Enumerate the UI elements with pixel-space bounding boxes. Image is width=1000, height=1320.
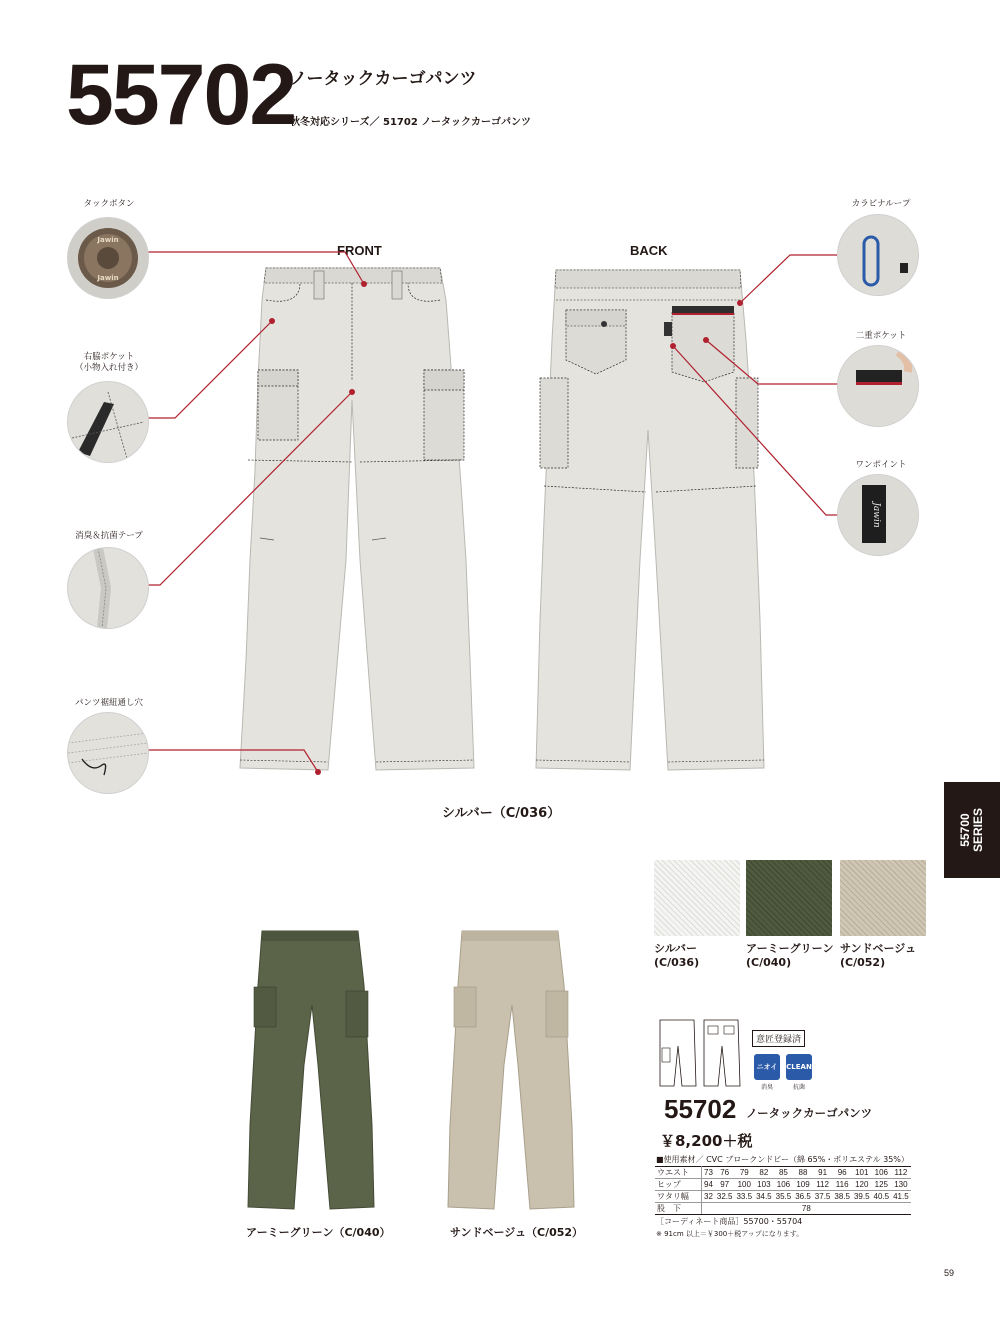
callout-label-tack-button: タックボタン xyxy=(83,199,135,209)
right-pocket-photo xyxy=(68,382,148,462)
size-table xyxy=(655,1166,911,1215)
svg-text:Jawin: Jawin xyxy=(97,236,119,244)
callout-label-right-pocket xyxy=(56,352,162,375)
swatch-army-green xyxy=(746,860,832,936)
hem-cord-photo xyxy=(68,713,148,793)
one-point-logo-text: Jawin xyxy=(871,502,881,528)
back-label: BACK xyxy=(630,243,668,258)
back-pants xyxy=(536,270,764,770)
callout-right-pocket-line2: （小物入れ付き） xyxy=(74,363,143,374)
swatch-label-sand-beige: サンドベージュ (C/052) xyxy=(840,942,917,970)
clean-icon: CLEAN xyxy=(786,1054,812,1080)
page-number: 59 xyxy=(944,1268,955,1278)
front-pants xyxy=(240,268,474,770)
series-tab xyxy=(944,782,1000,878)
detail-circle-deodorant-tape xyxy=(68,548,148,628)
double-pocket-photo xyxy=(838,346,918,426)
design-registered-badge: 意匠登録済 xyxy=(752,1030,805,1047)
table-row: ヒップ 94 97 100 103 106 109 112 116 120 125 130 xyxy=(655,1179,911,1191)
swatch-label-army-green: アーミーグリーン (C/040) xyxy=(746,942,834,970)
callout-label-carabiner: カラビナループ xyxy=(851,199,911,209)
product-number-large: 55702 xyxy=(66,47,296,143)
material-info: ■使用素材／ CVC ブロークンドビー（綿 65%・ポリエステル 35%） xyxy=(656,1155,909,1164)
deodorant-icon: ニオイ xyxy=(754,1054,780,1080)
main-color-caption: シルバー（C/036） xyxy=(442,806,561,821)
detail-circle-one-point xyxy=(838,475,918,555)
one-point-photo xyxy=(838,475,918,555)
deodorant-tape-photo xyxy=(68,548,148,628)
spec-product-number: 55702 xyxy=(664,1094,737,1124)
table-row: ワタリ幅 32 32.5 33.5 34.5 35.5 36.5 37.5 38.5 39.5 40.5 41.5 xyxy=(657,1192,909,1201)
price: ￥8,200＋税 xyxy=(660,1132,753,1150)
detail-circle-carabiner xyxy=(838,215,918,295)
green-variant-caption: アーミーグリーン（C/040） xyxy=(246,1226,391,1239)
table-row: 股 下 78 xyxy=(655,1203,911,1215)
svg-text:Jawin: Jawin xyxy=(97,274,119,282)
detail-circle-tack-button xyxy=(68,218,148,298)
spec-product-name: ノータックカーゴパンツ xyxy=(746,1106,873,1120)
callout-label-double-pocket: 二重ポケット xyxy=(855,331,907,341)
price-note: ※ 91cm 以上＝￥300＋税アップになります。 xyxy=(656,1230,804,1238)
product-title: ノータックカーゴパンツ xyxy=(290,69,477,89)
series-tab-text: 55700 SERIES xyxy=(957,807,985,853)
carabiner-photo xyxy=(838,215,918,295)
detail-circle-hem-cord xyxy=(68,713,148,793)
product-subtitle: 秋冬対応シリーズ／ 51702 ノータックカーゴパンツ xyxy=(290,117,531,128)
swatch-label-silver: シルバー (C/036) xyxy=(654,942,700,970)
callout-right-pocket-line1: 右脇ポケット xyxy=(83,352,135,362)
front-label: FRONT xyxy=(337,243,382,258)
tack-button-photo xyxy=(68,218,148,298)
detail-circle-double-pocket xyxy=(838,346,918,426)
table-row: ウエスト 73 76 79 82 85 88 91 96 101 106 112 xyxy=(655,1167,911,1179)
callout-label-one-point: ワンポイント xyxy=(855,460,907,470)
callout-label-deodorant-tape: 消臭＆抗菌テープ xyxy=(75,531,143,541)
deodorant-label: 消臭 xyxy=(760,1084,773,1091)
detail-circle-right-pocket xyxy=(68,382,148,462)
clean-label: 抗菌 xyxy=(792,1084,805,1091)
coordinate-items: ［コーディネート商品］55700・55704 xyxy=(656,1217,803,1226)
callout-label-hem-cord: パンツ裾紐通し穴 xyxy=(74,698,143,708)
swatch-sand-beige xyxy=(840,860,926,936)
swatch-silver xyxy=(654,860,740,936)
beige-variant-caption: サンドベージュ（C/052） xyxy=(450,1226,584,1239)
sand-beige-pants xyxy=(440,925,580,1215)
line-drawing-thumbnails xyxy=(656,1018,746,1090)
army-green-pants xyxy=(240,925,380,1215)
